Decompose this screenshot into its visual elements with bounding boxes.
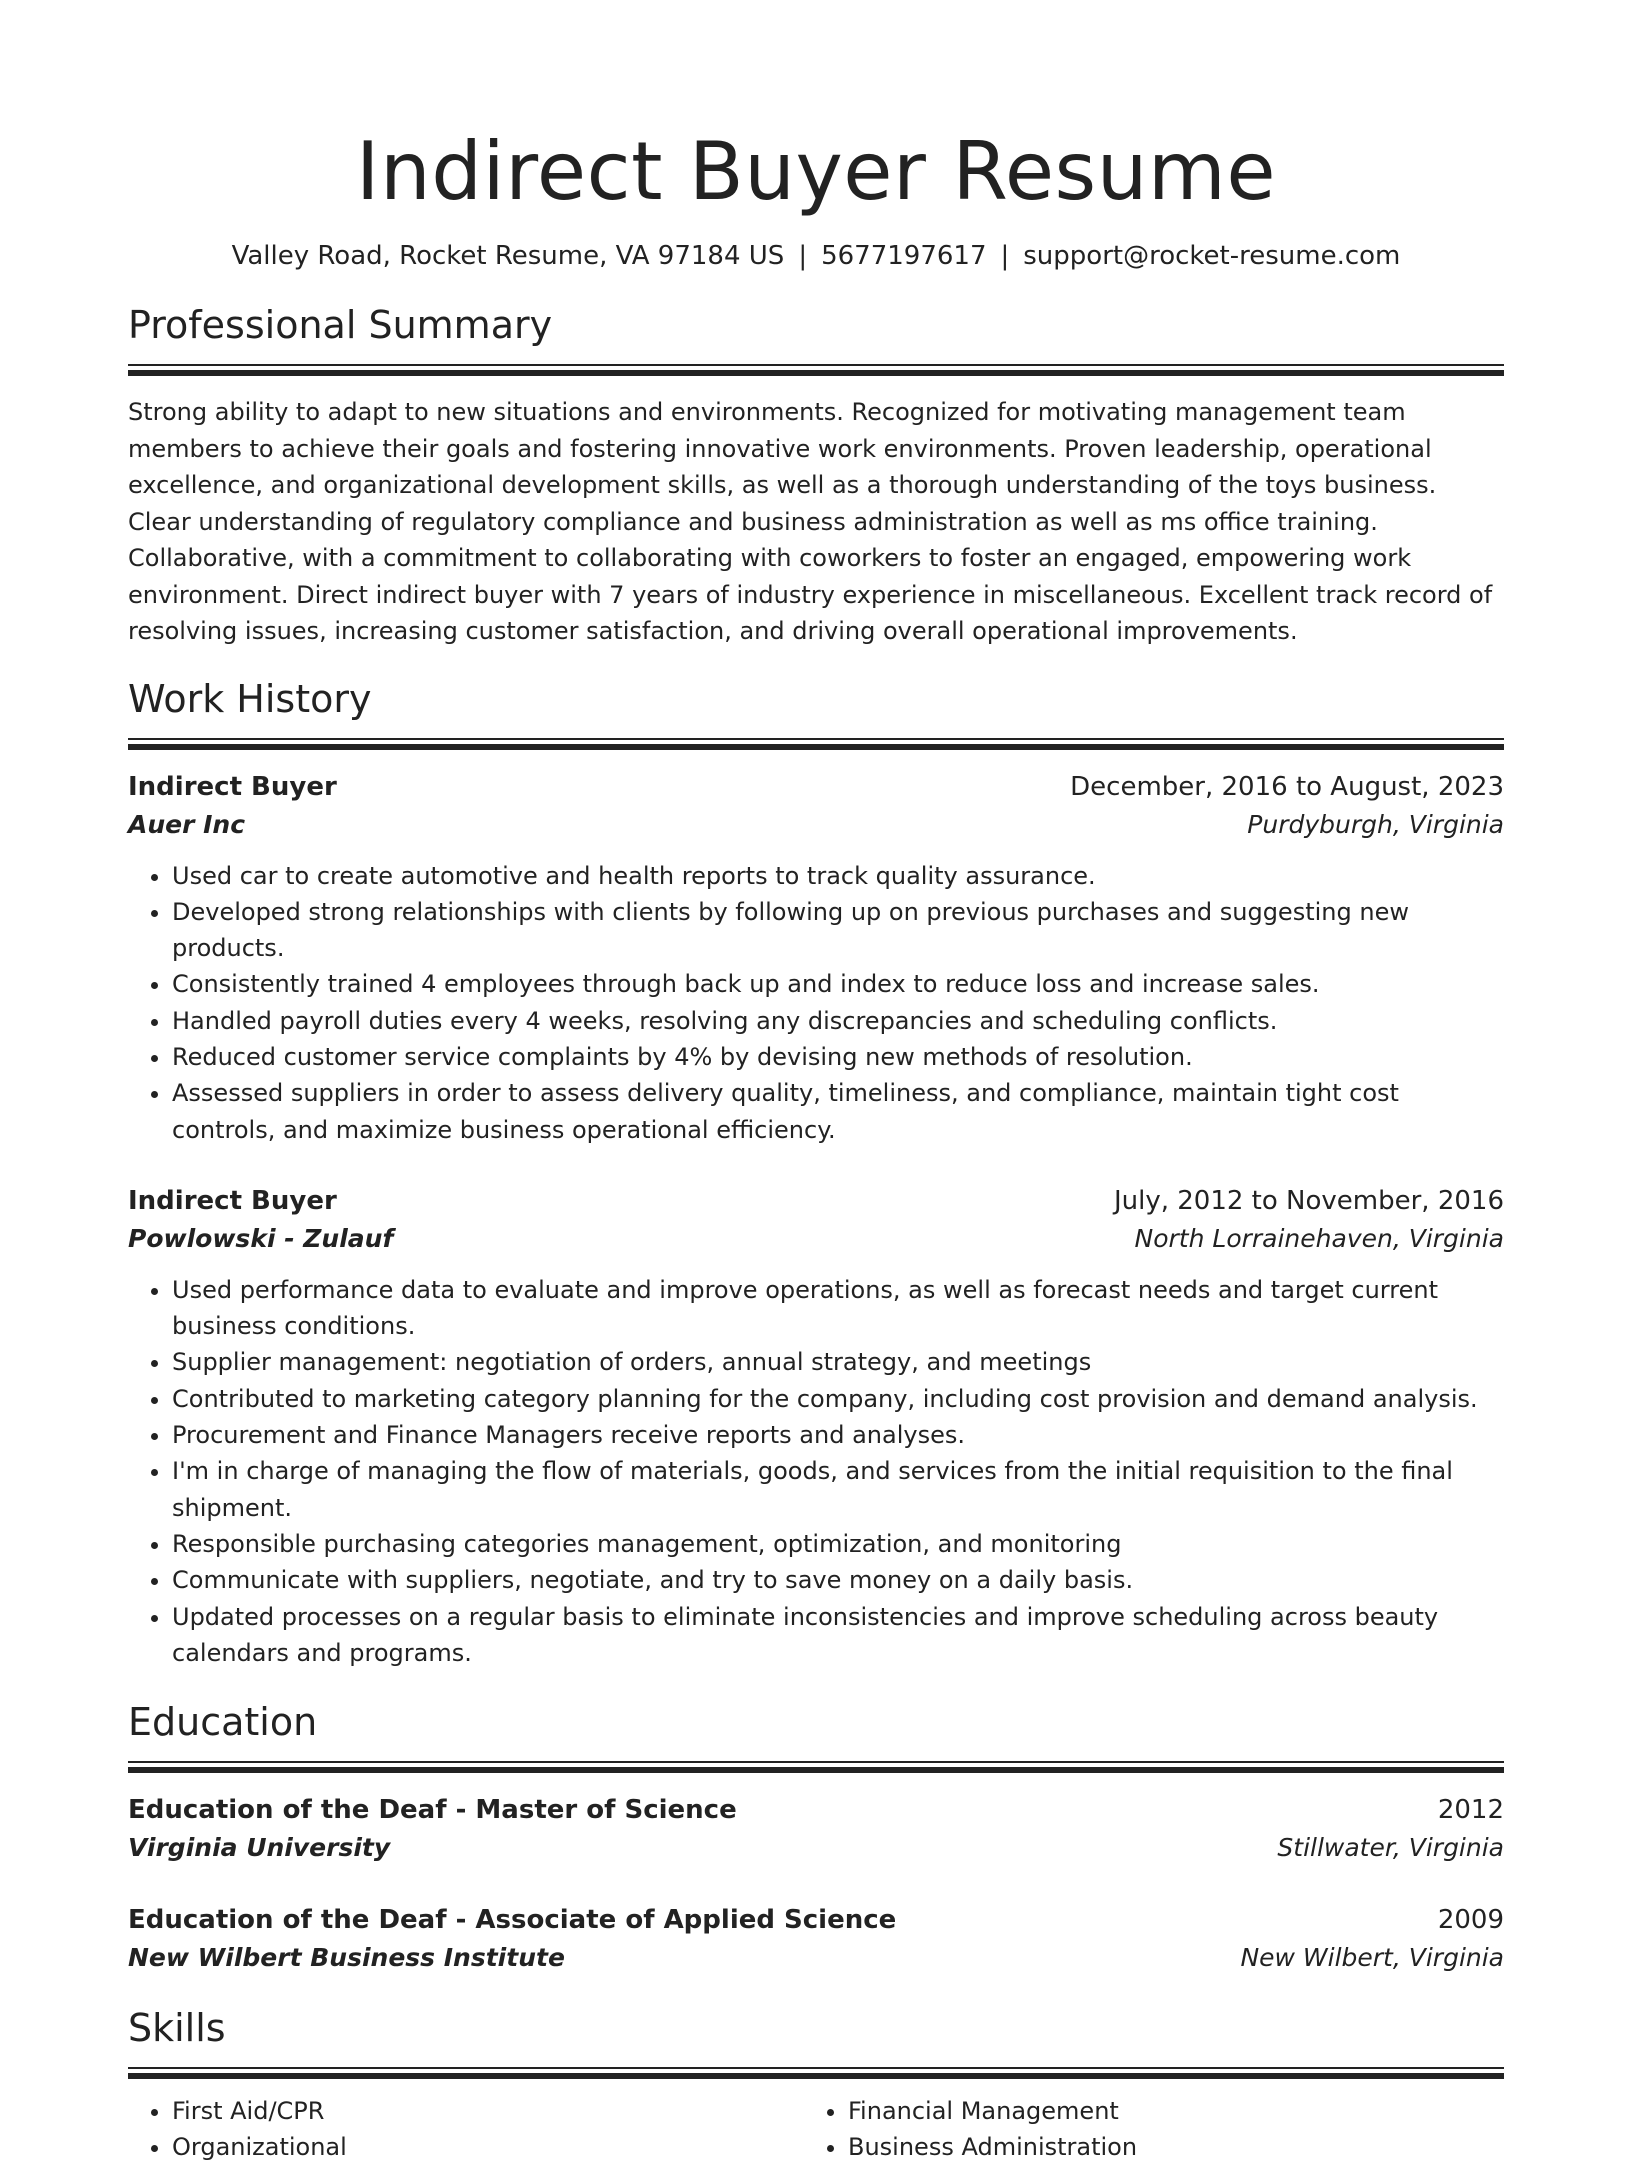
job-title: Indirect Buyer (128, 771, 337, 802)
education-year: 2009 (1437, 1905, 1504, 1936)
job-dates: July, 2012 to November, 2016 (1113, 1185, 1504, 1216)
job-header (128, 1182, 1504, 1220)
contact-separator: | (1000, 241, 1010, 271)
list-item: • Communicate with suppliers, negotiate, and try to save money on a daily basis. (172, 1562, 1504, 1598)
list-item: • Contributed to marketing category planning for the company, including cost provision and demand analysis. (172, 1381, 1504, 1417)
job-subheader (128, 806, 1504, 844)
section-divider (128, 2067, 1504, 2077)
education-school: Virginia University (128, 1833, 391, 1863)
job-title: Indirect Buyer (128, 1185, 337, 1216)
job-company: Powlowski - Zulauf (128, 1223, 394, 1253)
list-item: • Supplier management: negotiation of orders, annual strategy, and meetings (172, 1344, 1504, 1380)
section-work-history (128, 676, 1504, 1672)
job-header (128, 768, 1504, 806)
list-item: • Handled payroll duties every 4 weeks, resolving any discrepancies and scheduling conflicts. (172, 1003, 1504, 1039)
education-location: New Wilbert, Virginia (1240, 1943, 1504, 1973)
section-divider (128, 1761, 1504, 1771)
job-location: North Lorrainehaven, Virginia (1134, 1223, 1504, 1253)
list-item: • Assessed suppliers in order to assess delivery quality, timeliness, and compliance, maintain tight cost controls, and maximize business operational efficiency. (172, 1075, 1504, 1148)
list-item: • Developed strong relationships with clients by following up on previous purchases and suggesting new products. (172, 894, 1504, 967)
education-location: Stillwater, Virginia (1277, 1833, 1504, 1863)
education-subheader (128, 1829, 1504, 1867)
contact-address: Valley Road, Rocket Resume, VA 97184 US (231, 241, 785, 271)
section-heading-education: Education (128, 1700, 318, 1745)
list-item: • Used car to create automotive and health reports to track quality assurance. (172, 858, 1504, 894)
section-education (128, 1699, 1504, 1977)
skills-column-right (804, 2093, 1480, 2166)
skills-list (128, 2093, 1504, 2166)
list-item: • Consistently trained 4 employees through back up and index to reduce loss and increase sales. (172, 966, 1504, 1002)
education-entry (128, 1901, 1504, 1977)
education-subheader (128, 1939, 1504, 1977)
section-divider (128, 364, 1504, 374)
job-subheader (128, 1220, 1504, 1258)
list-item: • Used performance data to evaluate and improve operations, as well as forecast needs and target current business conditions. (172, 1272, 1504, 1345)
job-entry (128, 1182, 1504, 1671)
job-location: Purdyburgh, Virginia (1247, 809, 1504, 839)
contact-email[interactable]: support@rocket-resume.com (1023, 241, 1401, 271)
job-company: Auer Inc (128, 809, 246, 839)
list-item: • Reduced customer service complaints by 4% by devising new methods of resolution. (172, 1039, 1504, 1075)
job-bullets (128, 858, 1504, 1148)
list-item: • First Aid/CPR (172, 2093, 804, 2129)
list-item: • I'm in charge of managing the flow of materials, goods, and services from the initial requisition to the final shipment. (172, 1453, 1504, 1526)
section-summary (128, 302, 1504, 650)
list-item: • Responsible purchasing categories management, optimization, and monitoring (172, 1526, 1504, 1562)
section-heading-skills: Skills (128, 2006, 226, 2051)
education-header (128, 1901, 1504, 1939)
section-heading-work: Work History (128, 676, 372, 721)
education-header (128, 1791, 1504, 1829)
section-skills (128, 2005, 1504, 2166)
list-item: • Organizational (172, 2129, 804, 2165)
list-item: • Business Administration (848, 2129, 1480, 2165)
list-item: • Financial Management (848, 2093, 1480, 2129)
section-divider (128, 738, 1504, 748)
list-item: • Procurement and Finance Managers receive reports and analyses. (172, 1417, 1504, 1453)
job-entry (128, 768, 1504, 1148)
skills-column-left (128, 2093, 804, 2166)
education-degree: Education of the Deaf - Associate of Applied Science (128, 1905, 897, 1936)
education-degree: Education of the Deaf - Master of Science (128, 1795, 737, 1826)
resume-page (128, 0, 1504, 2166)
section-heading-summary: Professional Summary (128, 303, 553, 347)
list-item: • Updated processes on a regular basis to eliminate inconsistencies and improve scheduling across beauty calendars and programs. (172, 1599, 1504, 1672)
education-school: New Wilbert Business Institute (128, 1943, 565, 1973)
job-dates: December, 2016 to August, 2023 (1070, 771, 1504, 802)
contact-line (128, 238, 1504, 274)
education-entry (128, 1791, 1504, 1867)
summary-text: Strong ability to adapt to new situations and environments. Recognized for motivating management team members to achieve their goals and fostering innovative work environments. Proven leadership, operational excellence, and organizational development skills, as well as a thorough understanding of the toys business. Clear understanding of regulatory compliance and business administration as well as ms office training. Collaborative, with a commitment to collaborating with coworkers to foster an engaged, empowering work environment. Direct indirect buyer with 7 years of industry experience in miscellaneous. Excellent track record of resolving issues, increasing customer satisfaction, and driving overall operational improvements. (128, 398, 1493, 645)
contact-separator: | (798, 241, 808, 271)
resume-title: Indirect Buyer Resume (355, 125, 1277, 218)
contact-phone: 5677197617 (821, 241, 987, 271)
education-year: 2012 (1437, 1795, 1504, 1826)
job-bullets (128, 1272, 1504, 1671)
